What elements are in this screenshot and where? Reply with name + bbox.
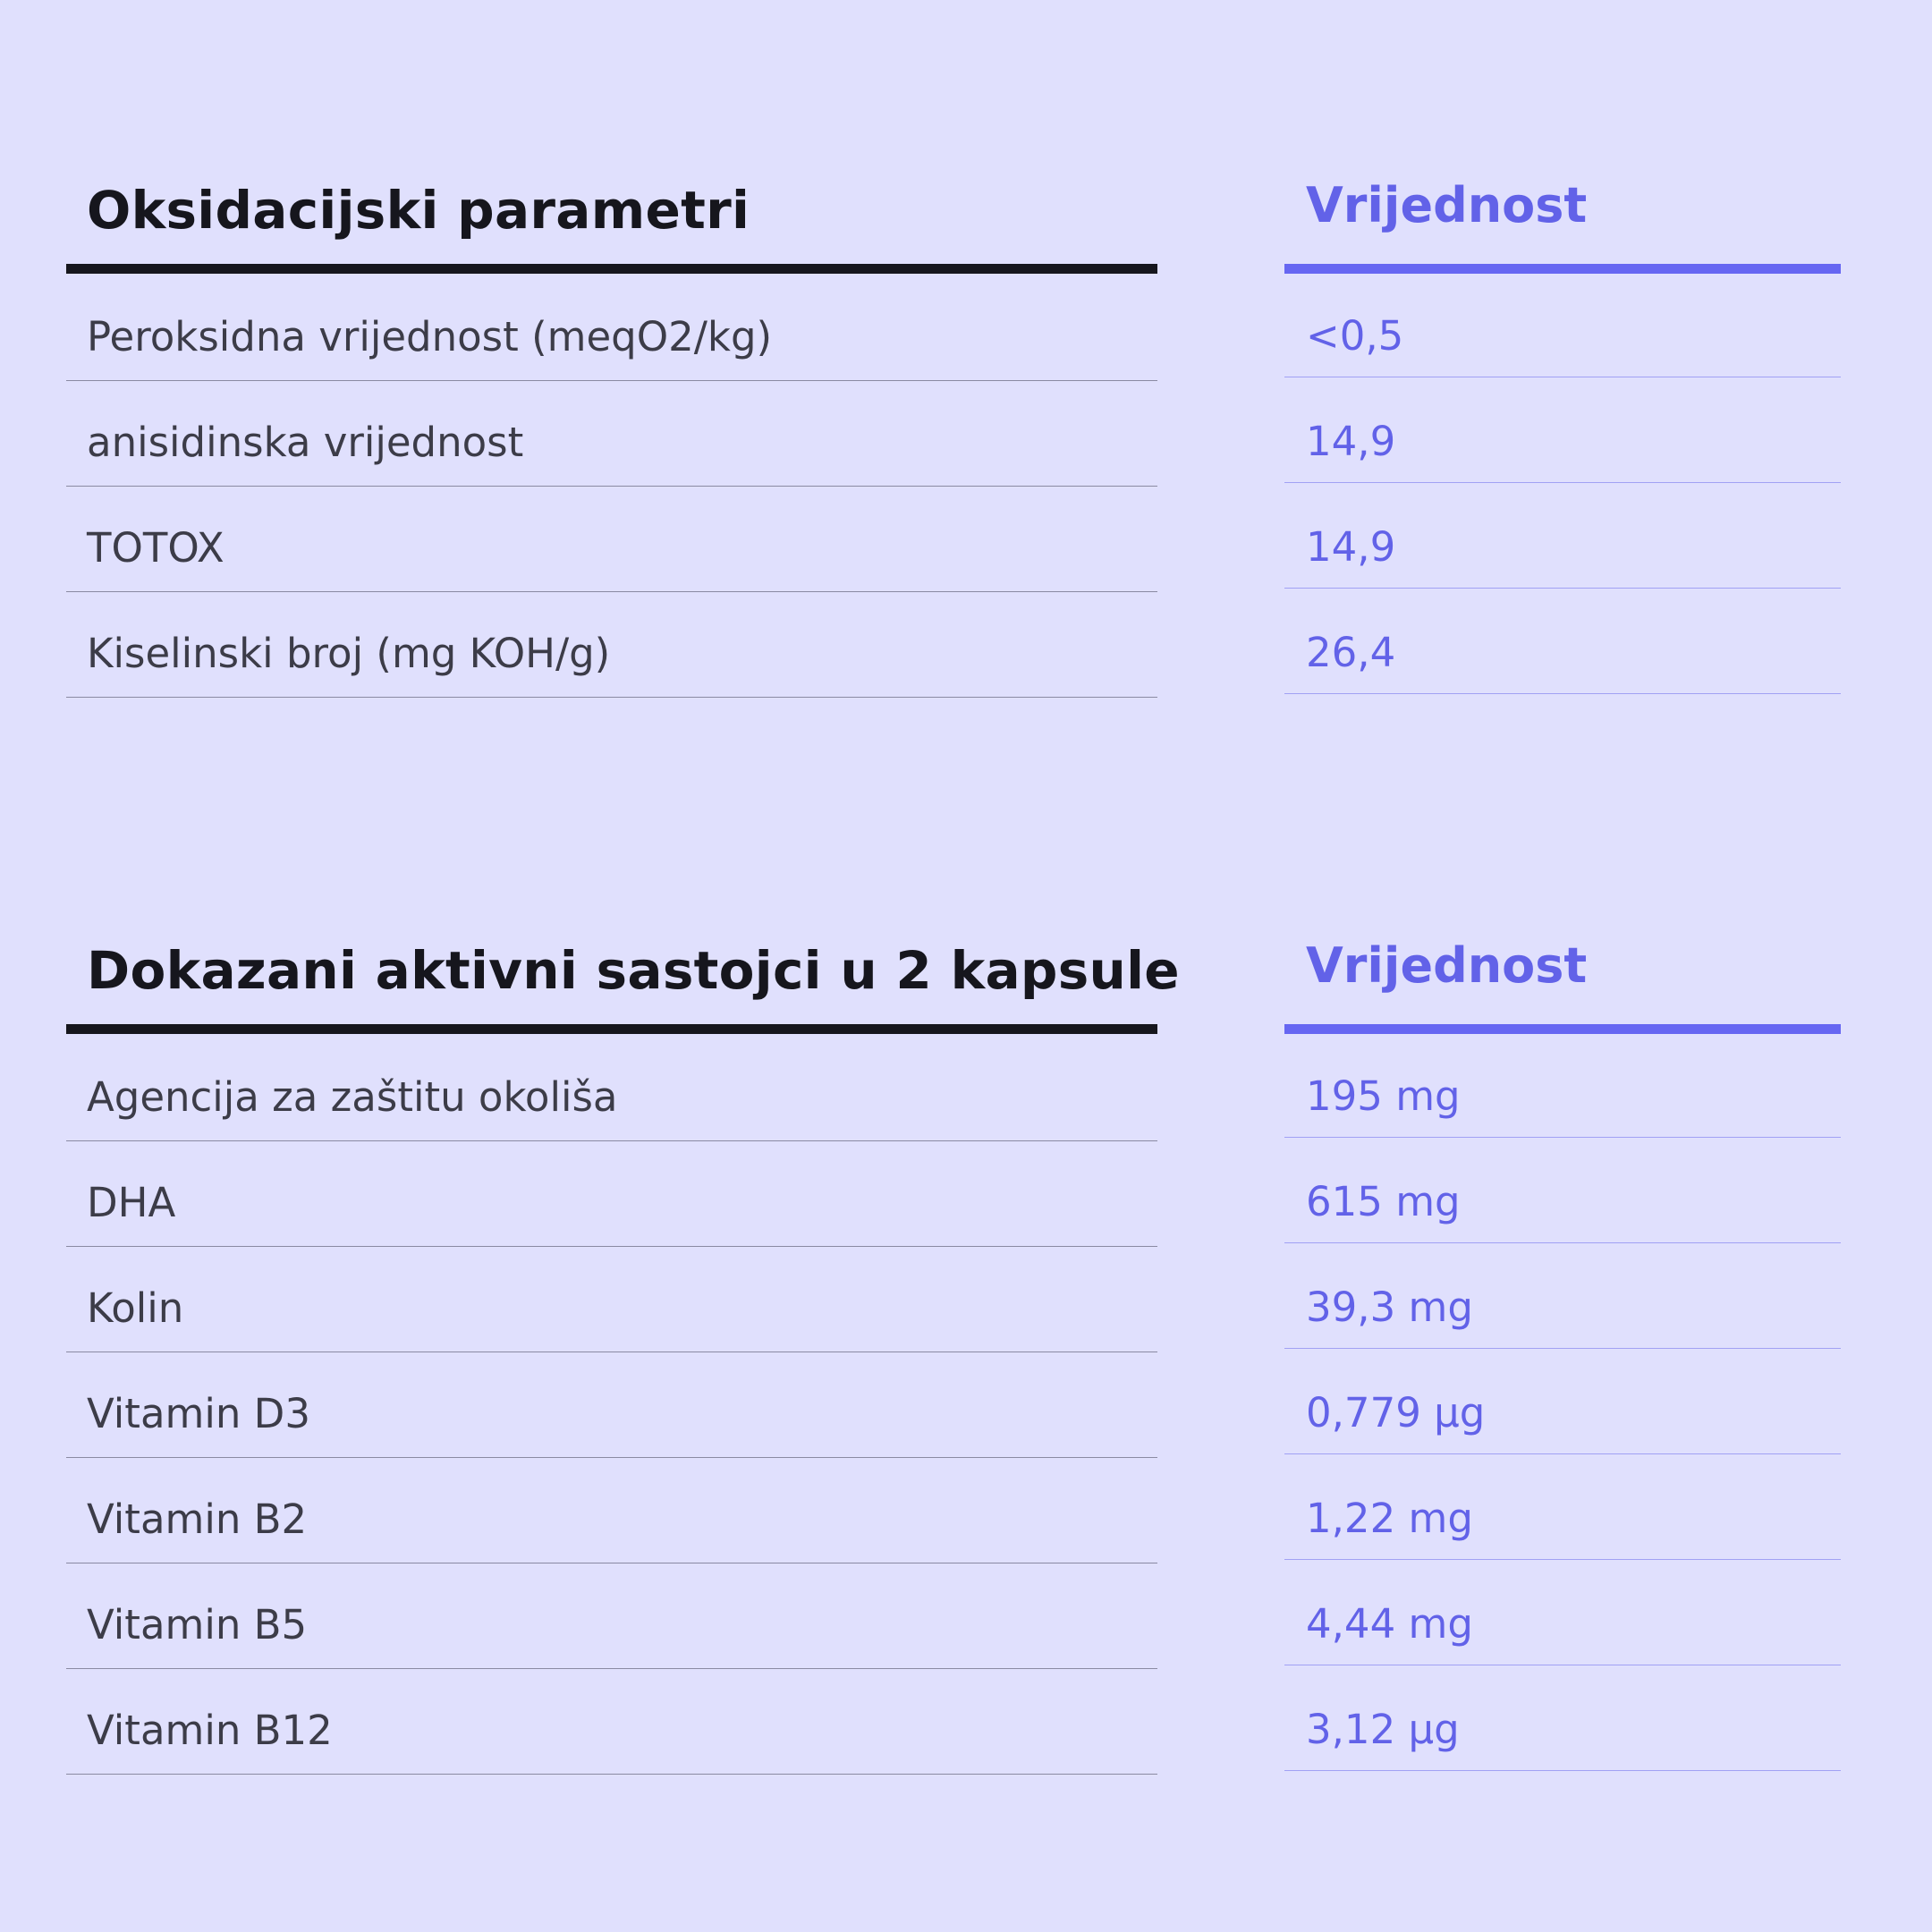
row-value: 615 mg: [1306, 1178, 1461, 1225]
table-row: [0, 275, 1932, 381]
row-name: Vitamin B5: [87, 1601, 308, 1648]
row-value-cell: [1284, 1563, 1841, 1665]
row-name: Vitamin B2: [87, 1496, 308, 1543]
row-name: Peroksidna vrijednost (meqO2/kg): [87, 313, 773, 360]
row-name: Kiselinski broj (mg KOH/g): [87, 630, 611, 677]
active-ingredients-title: Dokazani aktivni sastojci u 2 kapsule: [87, 940, 1180, 1001]
table-row: [0, 1669, 1932, 1775]
row-name-cell: [66, 1458, 1157, 1563]
row-value: 1,22 mg: [1306, 1495, 1473, 1542]
ingredient-rows: [0, 1036, 1932, 1775]
row-value-cell: [1284, 1141, 1841, 1243]
row-name-cell: [66, 1669, 1157, 1775]
row-name: TOTOX: [87, 524, 225, 572]
table-row: [0, 1352, 1932, 1458]
row-value: 0,779 µg: [1306, 1389, 1486, 1436]
table-row: [0, 1247, 1932, 1352]
row-value: 26,4: [1306, 629, 1396, 676]
row-name-cell: [66, 592, 1157, 698]
row-value-cell: [1284, 275, 1841, 377]
row-name-cell: [66, 487, 1157, 592]
table-row: [0, 1458, 1932, 1563]
table-row: [0, 592, 1932, 698]
row-name-cell: [66, 381, 1157, 487]
row-name: Vitamin D3: [87, 1390, 310, 1437]
ingredients-value-header: [1284, 930, 1841, 1034]
row-value: <0,5: [1306, 312, 1404, 360]
table-row: [0, 381, 1932, 487]
row-name: DHA: [87, 1179, 176, 1226]
row-name-cell: [66, 1036, 1157, 1141]
row-value-cell: [1284, 1352, 1841, 1454]
table-row: [0, 1563, 1932, 1669]
oxidation-parameters-header: [66, 170, 1157, 274]
oxidation-rows: [0, 275, 1932, 698]
row-value: 4,44 mg: [1306, 1600, 1473, 1648]
row-value: 14,9: [1306, 523, 1396, 571]
row-name-cell: [66, 1352, 1157, 1458]
row-value: 39,3 mg: [1306, 1284, 1473, 1331]
row-name-cell: [66, 275, 1157, 381]
row-name: Vitamin B12: [87, 1707, 333, 1754]
row-value-cell: [1284, 1669, 1841, 1771]
row-value-cell: [1284, 1247, 1841, 1349]
active-ingredients-header: [66, 930, 1180, 1034]
row-name: anisidinska vrijednost: [87, 419, 524, 466]
row-value-cell: [1284, 1036, 1841, 1138]
ingredients-value-header-label: Vrijednost: [1306, 937, 1588, 994]
row-name: Kolin: [87, 1284, 184, 1332]
row-value-cell: [1284, 381, 1841, 483]
row-value: 3,12 µg: [1306, 1706, 1460, 1753]
row-name-cell: [66, 1247, 1157, 1352]
row-value: 14,9: [1306, 418, 1396, 465]
oxidation-value-header: [1284, 170, 1841, 274]
row-name-cell: [66, 1141, 1157, 1247]
row-value-cell: [1284, 592, 1841, 694]
row-value-cell: [1284, 1458, 1841, 1560]
oxidation-value-header-label: Vrijednost: [1306, 177, 1588, 233]
oxidation-parameters-title: Oksidacijski parametri: [87, 180, 750, 241]
table-row: [0, 1036, 1932, 1141]
table-row: [0, 1141, 1932, 1247]
table-row: [0, 487, 1932, 592]
row-value-cell: [1284, 487, 1841, 589]
row-value: 195 mg: [1306, 1072, 1461, 1120]
row-name: Agencija za zaštitu okoliša: [87, 1073, 618, 1121]
row-name-cell: [66, 1563, 1157, 1669]
